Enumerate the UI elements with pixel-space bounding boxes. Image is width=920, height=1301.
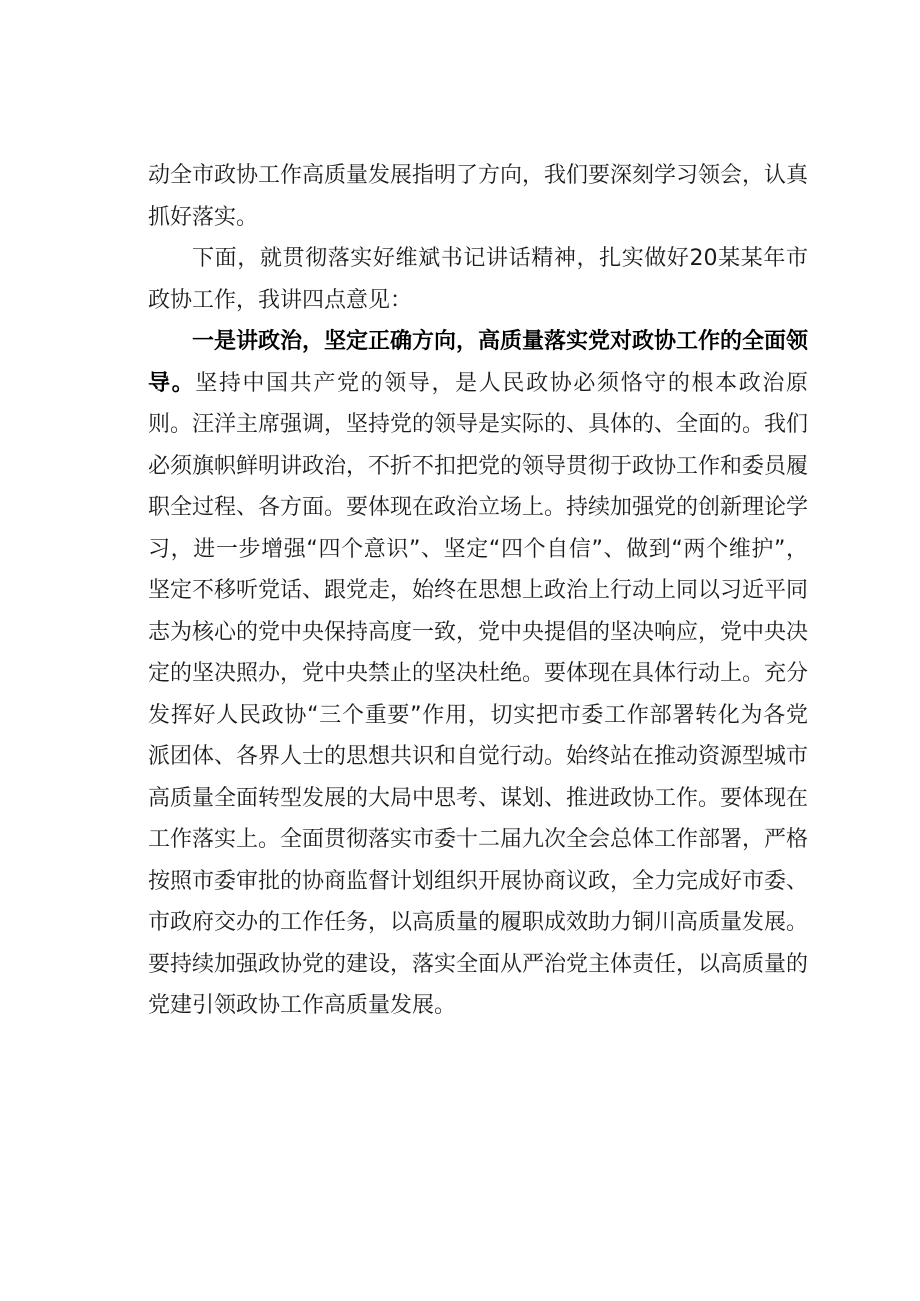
point-one-heading: 一是讲政治，坚定正确方向，高质量落实党对政协工作的全面领导。	[148, 329, 809, 396]
paragraph-intro: 下面，就贯彻落实好维斌书记讲话精神，扎实做好20某某年市政协工作，我讲四点意见：	[148, 246, 808, 313]
paragraph-continuation: 动全市政协工作高质量发展指明了方向，我们要深刻学习领会，认真抓好落实。	[148, 163, 809, 230]
document-body	[148, 155, 808, 1027]
paragraph-point-one	[148, 321, 808, 1027]
point-one-body: 坚持中国共产党的领导，是人民政协必须恪守的根本政治原则。汪洋主席强调，坚持党的领导是实际的、具体的、全面的。我们必须旗帜鲜明讲政治，不折不扣把党的领导贯彻于政协工作和委员履职全过程、各方面。要体现在政治立场上。持续加强党的创新理论学习，进一步增强“四个意识”、坚定“四个自信”、做到“两个维护”，坚定不移听党话、跟党走，始终在思想上政治上行动上同以习近平同志为核心的党中央保持高度一致，党中央提倡的坚决响应，党中央决定的坚决照办，党中央禁止的坚决杜绝。要体现在具体行动上。充分发挥好人民政协“三个重要”作用，切实把市委工作部署转化为各党派团体、各界人士的思想共识和自觉行动。始终站在推动资源型城市高质量全面转型发展的大局中思考、谋划、推进政协工作。要体现在工作落实上。全面贯彻落实市委十二届九次全会总体工作部署，严格按照市委审批的协商监督计划组织开展协商议政，全力完成好市委、市政府交办的工作任务，以高质量的履职成效助力铜川高质量发展。要持续加强政协党的建设，落实全面从严治党主体责任，以高质量的党建引领政协工作高质量发展。	[148, 370, 809, 1018]
